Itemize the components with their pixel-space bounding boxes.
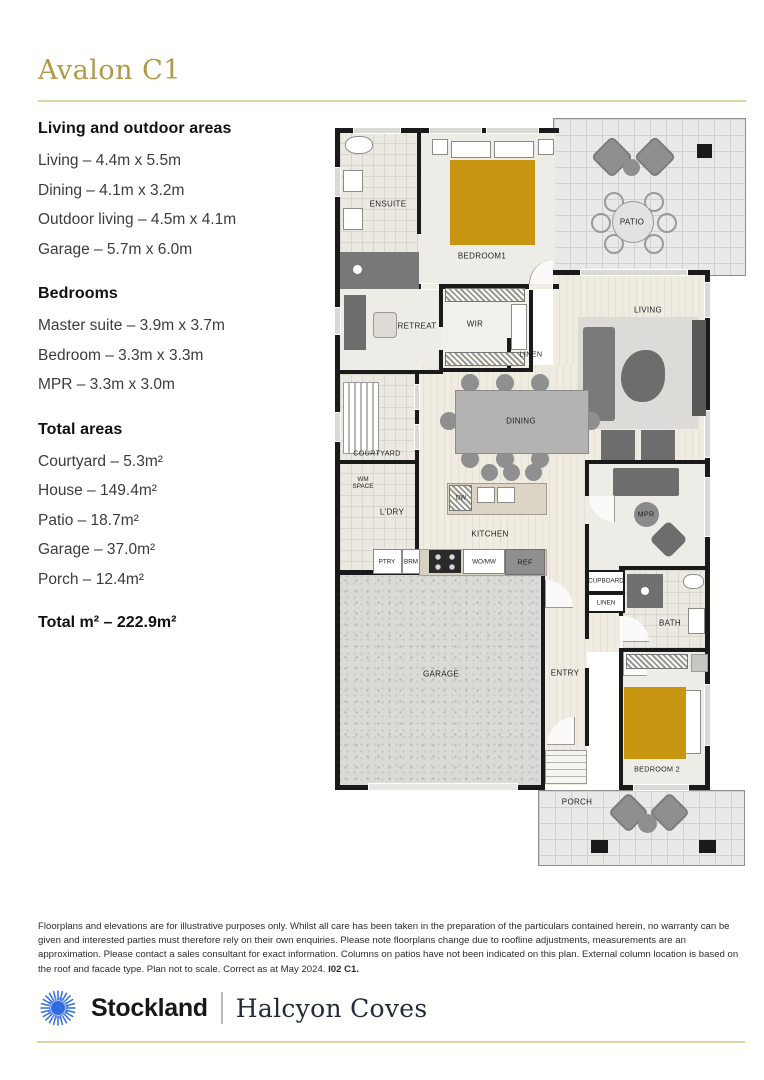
room-label-garage: GARAGE (422, 669, 460, 679)
window (414, 424, 420, 450)
room-label-dining: DINING (506, 416, 536, 426)
room-label-ptry: PTRY (378, 558, 396, 566)
toilet-icon (683, 574, 704, 589)
window (429, 127, 482, 134)
room-label-cupboard: CUPBOARD (588, 577, 624, 585)
side-table-icon (623, 159, 640, 176)
vanity-basin-icon (688, 608, 705, 634)
wall (529, 284, 533, 372)
room-label-linen1: LINEN (519, 349, 543, 359)
room-label-linen2: LINEN (596, 599, 616, 607)
bedside-table-icon (691, 654, 708, 672)
chair-icon (373, 312, 397, 338)
room-label-mpr: MPR (637, 509, 655, 519)
sofa-icon (613, 468, 679, 496)
shower-drain-icon (641, 587, 649, 595)
room-label-bath: BATH (659, 618, 681, 628)
window (704, 282, 711, 318)
window (414, 384, 420, 410)
spec-heading-bedrooms: Bedrooms (38, 285, 118, 302)
page-title: Avalon C1 (38, 55, 181, 86)
toilet-icon (345, 136, 373, 154)
window (334, 167, 341, 197)
patio-chair-icon (591, 213, 611, 233)
disclaimer-text (38, 920, 748, 977)
floorplan-drawing (333, 112, 751, 872)
room-label-retreat: RETREAT (397, 321, 437, 331)
room-label-wir: WIR (466, 319, 484, 329)
spec-item: Dining – 4.1m x 3.2m (38, 181, 185, 199)
window (334, 412, 341, 442)
spec-item: Master suite – 3.9m x 3.7m (38, 317, 225, 334)
spec-item: Outdoor living – 4.5m x 4.1m (38, 211, 237, 228)
disclaimer-body: Floorplans and elevations are for illustrative purposes only. Whilst all care has been taken in the preparation of the particulars contained herein, no warranty can be given and interested parties must therefore rely on their own enquiries. Please note floorplans change due to roofline adjustments, measurements are an approximation. Please contact a sales consultant for exact information. Columns on patios have not been indicated on this plan. External column location is based on the roof and facade type. Plan not to scale. Correct as at May 2024. (38, 921, 739, 975)
wardrobe-icon (626, 654, 688, 669)
footer-rule (37, 1041, 745, 1043)
spec-list (38, 120, 318, 638)
room-label-bedroom2: BEDROOM 2 (634, 764, 680, 774)
wall (335, 460, 419, 464)
community-name: Halcyon Coves (235, 993, 428, 1023)
bed-icon (450, 160, 535, 245)
spec-item: Garage – 37.0m² (38, 541, 156, 558)
door-opening (421, 283, 439, 290)
bench-seat-icon (343, 382, 379, 454)
bedside-table-icon (432, 139, 448, 155)
wall (335, 128, 340, 790)
spec-item: Bedroom – 3.3m x 3.3m (38, 346, 204, 364)
shower-drain-icon (353, 265, 362, 274)
window (486, 127, 539, 134)
footer-divider (221, 992, 223, 1024)
footer (38, 988, 428, 1028)
spec-item: Courtyard – 5.3m² (38, 452, 163, 470)
wall (439, 289, 443, 327)
patio-post (697, 144, 712, 158)
wall (417, 132, 421, 234)
window (633, 784, 689, 791)
entry-steps (545, 750, 587, 784)
room-label-entry: ENTRY (550, 668, 580, 678)
room-label-ensuite: ENSUITE (369, 199, 407, 209)
bedside-table-icon (538, 139, 554, 155)
window (334, 307, 341, 335)
stool-icon (503, 464, 520, 481)
ottoman-icon (601, 430, 635, 460)
wall (585, 524, 589, 572)
porch-post (699, 840, 716, 853)
brand-wordmark: Stockland (91, 993, 208, 1022)
clothes-rack-icon (445, 288, 525, 302)
room-label-bedroom1: BEDROOM1 (457, 251, 507, 261)
sliding-door (580, 269, 688, 276)
patio-chair-icon (657, 213, 677, 233)
spec-item: Garage – 5.7m x 6.0m (38, 240, 193, 258)
pillow-icon (451, 141, 491, 158)
vanity-basin-icon (343, 170, 363, 192)
window (353, 127, 401, 134)
window (704, 410, 711, 458)
spec-item: Living – 4.4m x 5.5m (38, 152, 182, 169)
room-label-ref: REF (517, 557, 533, 567)
stool-icon (525, 464, 542, 481)
room-label-courtyard: COURTYARD (353, 448, 401, 458)
ottoman-icon (641, 430, 675, 460)
cooktop-icon (429, 550, 461, 573)
spec-heading-totals: Total areas (38, 420, 123, 438)
wall (585, 668, 589, 746)
clothes-rack-icon (445, 352, 525, 366)
wall (619, 566, 710, 570)
room-label-womw: WO/MW (472, 558, 496, 566)
room-label-living: LIVING (633, 305, 663, 315)
sink-icon (497, 487, 515, 503)
room-label-kitchen: KITCHEN (471, 529, 509, 539)
room-label-porch: PORCH (561, 797, 593, 807)
pillow-icon (685, 690, 701, 754)
bed-icon (624, 687, 686, 759)
shelf-icon (511, 304, 527, 350)
room-label-dw: DW (455, 494, 467, 502)
spec-heading-living: Living and outdoor areas (38, 120, 232, 137)
spec-item: Patio – 18.7m² (38, 511, 139, 529)
room-label-patio: PATIO (619, 217, 645, 227)
stool-icon (481, 464, 498, 481)
hall-floor (587, 612, 620, 652)
wall (585, 460, 589, 496)
room-label-ldry: L'DRY (379, 507, 405, 517)
stockland-logo-icon (38, 988, 78, 1028)
tv-unit-icon (692, 320, 706, 416)
wall (439, 368, 533, 372)
garage-floor (340, 575, 541, 785)
porch-post (591, 840, 608, 853)
shower-icon (340, 252, 419, 289)
pillow-icon (494, 141, 534, 158)
spec-item: MPR – 3.3m x 3.0m (38, 376, 175, 393)
header-divider (38, 100, 746, 102)
spec-item: House – 149.4m² (38, 482, 157, 499)
room-label-brm: BRM (404, 558, 418, 566)
wall (585, 460, 710, 464)
window (704, 684, 711, 746)
coffee-table-icon (621, 350, 665, 402)
spec-total: Total m² – 222.9m² (38, 614, 177, 631)
garage-door (368, 783, 518, 791)
spec-item: Porch – 12.4m² (38, 570, 144, 588)
side-table-icon (638, 814, 657, 833)
room-label-wm-space: WM SPACE (352, 476, 374, 490)
desk-icon (344, 295, 366, 350)
window (704, 477, 711, 537)
vanity-basin-icon (343, 208, 363, 230)
door-opening (529, 283, 553, 290)
wall (619, 648, 710, 652)
wall (335, 370, 443, 374)
disclaimer-code: I02 C1. (328, 963, 360, 975)
sink-icon (477, 487, 495, 503)
